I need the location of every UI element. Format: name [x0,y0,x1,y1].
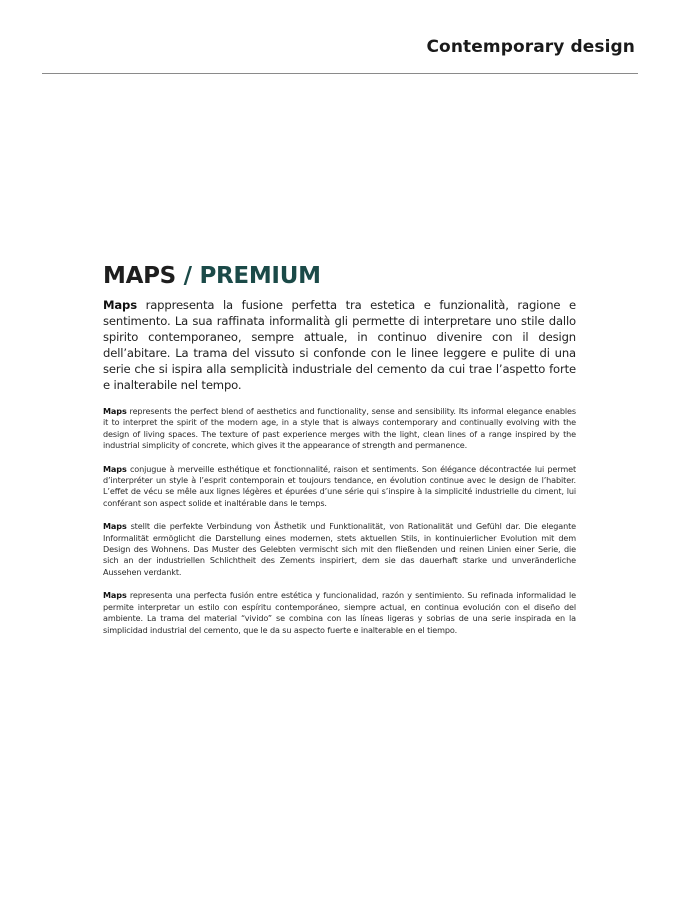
brand-name: Maps [103,463,127,474]
main-content [103,261,576,648]
paragraph-spanish [103,590,576,636]
paragraph-text: rappresenta la fusione perfetta tra estetica e funzionalità, ragione e sentimento. La sua raffinata informalità gli permette di interpretare uno stile dallo spirito contemporaneo, sempre attuale, in continuo divenire con il design dell’abitare. La trama del vissuto si confonde con le linee leggere e pulite di una serie che si ispira alla semplicità industriale del cemento da cui trae l’aspetto forte e inalterabile nel tempo. [103,298,576,392]
page-header-title: Contemporary design [426,37,635,57]
header-divider [42,73,638,74]
paragraph-english [103,406,576,452]
brand-name: Maps [103,521,127,532]
brand-name: Maps [103,406,127,416]
paragraph-text: represents the perfect blend of aesthetics and functionality, sense and sensibility. Its informal elegance enables it to interpret the spirit of the modern age, in a style that is always contemporary and continually evolving with the design of living spaces. The texture of past experience merges with the light, clean lines of a range inspired by the industrial simplicity of concrete, which gives it the appearance of strength and permanence. [103,406,576,451]
brand-name: Maps [103,298,137,312]
brand-name: Maps [103,590,127,601]
paragraph-text: stellt die perfekte Verbindung von Ästhetik und Funktionalität, von Rationalität und Gefühl dar. Die elegante Informalität ermöglicht die Darstellung eines modernen, stets aktuellen Stils, in kontinuierlicher Evolution mit dem Design des Wohnens. Das Muster des Gelebten vermischt sich mit den fließenden und reinen Linien einer Serie, die sich an der industriellen Schlichtheit des Zements inspiriert, dem sie das dauerhaft starke und unveränderliche Aussehen verdankt. [103,521,576,577]
paragraph-german [103,521,576,578]
paragraph-french [103,464,576,510]
section-title-separator: / [183,263,192,289]
paragraph-text: representa una perfecta fusión entre estética y funcionalidad, razón y sentimiento. Su refinada informalidad le permite interpretar un estilo con espíritu contemporáneo, siempre actual, en continua evolución con el diseño del ambiente. La trama del material “vivido” se combina con las líneas ligeras y sobrias de una serie inspirada en la simplicidad industrial del cemento, que le da su aspecto fuerte e inalterable en el tiempo. [103,590,576,635]
section-title-main: MAPS [103,263,176,289]
section-title [103,261,576,291]
paragraph-italian [103,297,576,393]
paragraph-text: conjugue à merveille esthétique et fonctionnalité, raison et sentiments. Son élégance décontractée lui permet d’interpréter un style à l’esprit contemporain et toujours tendance, en évolution continue avec le design de l’habiter. L’effet de vécu se mêle aux lignes légères et épurées d’une série qui s’inspire à la simplicité industrielle du ciment, lui conférant son aspect solide et inaltérable dans le temps. [103,463,576,508]
section-title-sub: PREMIUM [199,263,321,289]
